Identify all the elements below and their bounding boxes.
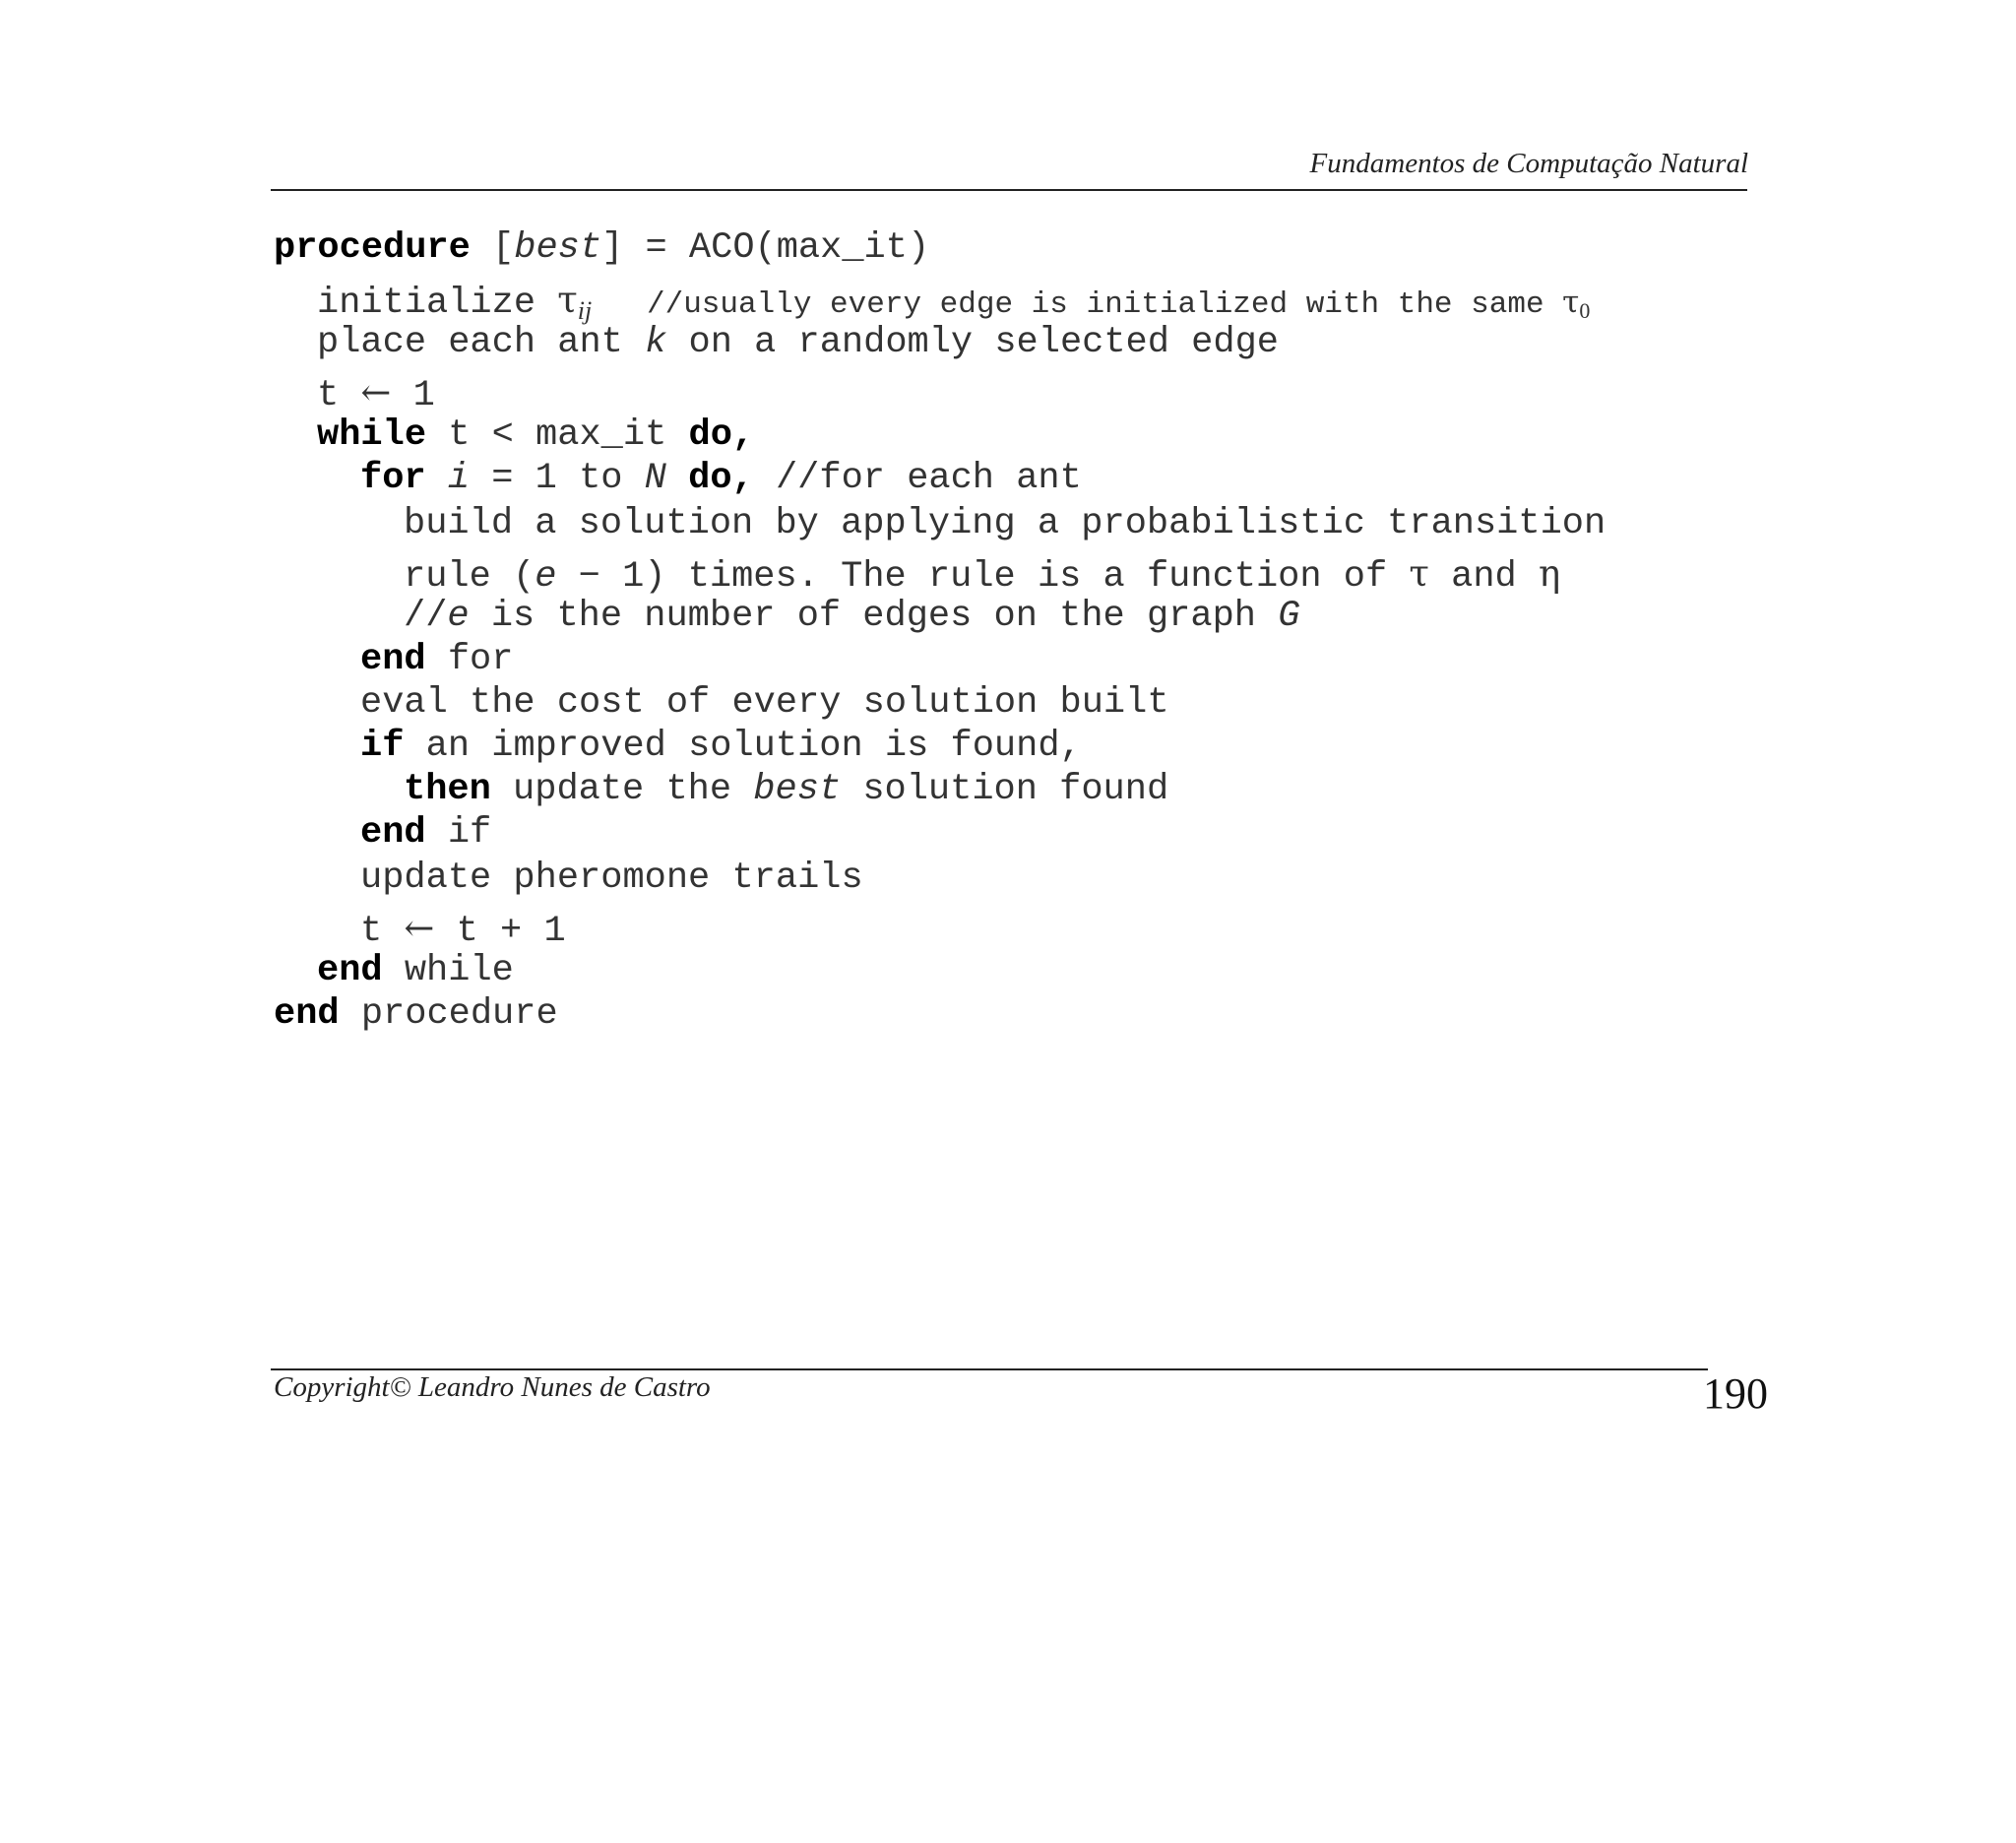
code-text: − [556, 556, 623, 598]
code-var: best [514, 227, 602, 269]
code-line-14 [360, 812, 492, 854]
keyword: for [360, 458, 426, 499]
code-line-4 [317, 371, 435, 416]
keyword: end [317, 950, 383, 991]
keyword: while [317, 414, 427, 456]
code-line-1 [274, 227, 930, 269]
code-text: ] = ACO(max_it) [601, 227, 930, 269]
code-text: [ [470, 227, 515, 269]
code-text: an improved solution is found, [404, 726, 1082, 767]
code-text: initialize [317, 283, 558, 324]
arrow-symbol: ← [404, 907, 435, 949]
code-text: on a randomly selected edge [666, 322, 1279, 363]
code-comment: // [404, 596, 448, 637]
code-text: build a solution by applying a probabilistic transition [404, 503, 1606, 544]
code-text: for [425, 639, 514, 680]
code-text: eval the cost of every solution built [360, 682, 1169, 724]
code-line-11 [360, 682, 1169, 724]
code-var: G [1278, 596, 1300, 637]
code-text: t < max_it [426, 414, 689, 456]
code-comment: //for each ant [753, 458, 1082, 499]
keyword: end [274, 993, 340, 1035]
code-text: 1 [391, 375, 435, 416]
code-var: i [447, 458, 471, 499]
code-line-13 [404, 769, 1169, 810]
code-var: e [447, 596, 470, 637]
code-line-17 [317, 950, 514, 991]
subscript: ij [577, 296, 593, 325]
code-var: N [644, 458, 666, 499]
footer-rule [271, 1368, 1708, 1370]
code-comment: is the number of edges on the graph [469, 596, 1279, 637]
code-text: t + 1 [434, 911, 566, 952]
running-header: Fundamentos de Computação Natural [1309, 148, 1748, 179]
code-text: t [360, 911, 405, 952]
code-line-5 [317, 414, 755, 456]
code-var: best [753, 769, 842, 810]
code-text: if [425, 812, 492, 854]
code-text: update the [490, 769, 754, 810]
code-line-18 [274, 993, 558, 1035]
code-line-6 [360, 458, 1082, 499]
arrow-symbol: ← [360, 371, 392, 413]
keyword: procedure [274, 227, 471, 269]
code-line-10 [360, 639, 514, 680]
code-line-3 [317, 322, 1279, 363]
code-var: k [645, 322, 667, 363]
code-line-16 [360, 907, 566, 952]
code-text: and [1428, 556, 1539, 598]
code-line-9 [404, 596, 1300, 637]
header-rule [271, 189, 1747, 191]
code-line-8 [404, 552, 1561, 598]
code-var: e [535, 556, 557, 598]
code-text: t [317, 375, 361, 416]
code-text: 1) times. The rule is a function of [622, 556, 1410, 598]
code-comment: //usually every edge is initialized with the same [592, 287, 1563, 322]
code-line-2 [317, 279, 1591, 325]
tau-symbol: τ [1562, 285, 1580, 320]
code-line-7 [404, 503, 1606, 544]
code-text: place each ant [317, 322, 646, 363]
keyword: do, [688, 414, 755, 456]
code-line-12 [360, 726, 1082, 767]
subscript: 0 [1579, 298, 1591, 323]
keyword: if [360, 726, 405, 767]
keyword: end [360, 812, 426, 854]
code-text: while [382, 950, 514, 991]
keyword: end [360, 639, 426, 680]
code-text [426, 458, 448, 499]
keyword: do, [688, 458, 754, 499]
code-text: = 1 to [470, 458, 645, 499]
code-text: update pheromone trails [360, 858, 863, 899]
eta-symbol: η [1538, 552, 1561, 595]
code-line-15 [360, 860, 863, 897]
code-text [666, 458, 688, 499]
code-text: procedure [339, 993, 558, 1035]
keyword: then [404, 769, 491, 810]
code-text: solution found [841, 769, 1169, 810]
code-text: rule ( [404, 556, 536, 598]
tau-symbol: τ [557, 279, 578, 321]
tau-symbol: τ [1409, 552, 1429, 595]
page-number: 190 [1703, 1369, 1768, 1418]
copyright-footer: Copyright© Leandro Nunes de Castro [274, 1371, 711, 1403]
